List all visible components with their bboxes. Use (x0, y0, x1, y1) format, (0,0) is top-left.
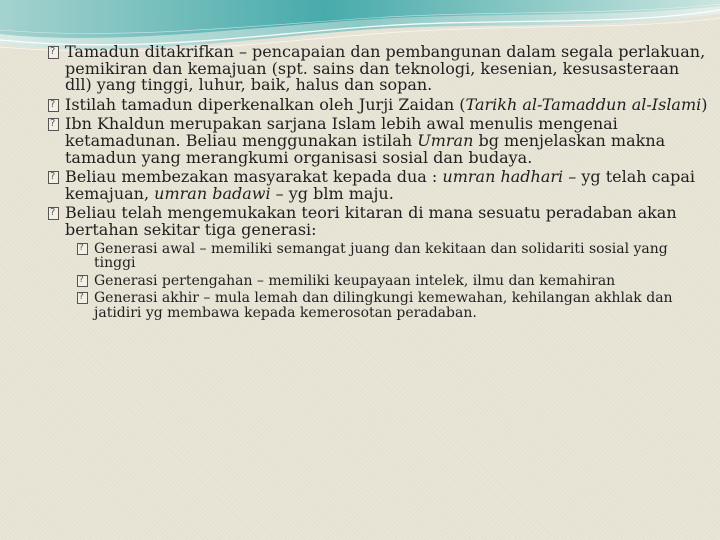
text-segment: Generasi pertengahan – memiliki keupayaan intelek, ilmu dan kemahiran (94, 272, 616, 289)
bullet-item (48, 116, 708, 166)
bullet-marker-icon (48, 46, 59, 59)
sub-bullet-item (77, 274, 708, 289)
bullet-text (65, 203, 677, 239)
bullet-marker-icon (48, 99, 59, 112)
bullet-marker-icon (48, 171, 59, 184)
bullet-text (65, 114, 665, 166)
bullet-item (48, 205, 708, 238)
text-segment: – yg blm maju. (270, 183, 394, 203)
bullet-marker-icon (77, 243, 88, 255)
italic-term: Umran (417, 130, 474, 150)
text-segment: Generasi akhir – mula lemah dan dilingkungi kemewahan, kehilangan akhlak dan jatidiri yg membawa kepada kemerosotan peradaban. (94, 290, 673, 321)
bullet-text (65, 95, 708, 114)
bullet-list (48, 44, 708, 239)
bullet-text (94, 241, 668, 272)
bullet-item (48, 94, 708, 114)
text-segment: Ibn Khaldun merupakan sarjana Islam lebih awal menulis mengenai ketamadunan. Beliau menggunakan istilah (65, 114, 618, 150)
italic-term: Tarikh al-Tamaddun al-Islami (465, 94, 702, 114)
text-segment: Beliau telah mengemukakan teori kitaran di mana sesuatu peradaban akan bertahan sekitar tiga generasi: (65, 203, 677, 239)
sub-bullet-item (77, 291, 708, 320)
text-segment: – yg telah capai kemajuan, (65, 167, 696, 203)
text-segment: Istilah tamadun diperkenalkan oleh Jurji Zaidan ( (65, 94, 466, 114)
italic-term: umran badawi (154, 183, 271, 203)
text-segment: bg menjelaskan makna tamadun yang merangkumi organisasi sosial dan budaya. (65, 130, 666, 167)
bullet-text (65, 167, 695, 203)
bullet-marker-icon (77, 275, 88, 287)
sub-bullet-item (77, 242, 708, 271)
bullet-text (65, 42, 705, 94)
bullet-item (48, 44, 708, 94)
bullet-marker-icon (48, 207, 59, 220)
slide-body (48, 44, 708, 323)
text-segment: ) (701, 94, 708, 114)
sub-bullet-list (77, 242, 708, 321)
italic-term: umran hadhari (442, 167, 564, 187)
bullet-text (94, 290, 673, 321)
bullet-marker-icon (77, 292, 88, 304)
bullet-text (94, 273, 615, 289)
bullet-marker-icon (48, 118, 59, 131)
bullet-item (48, 169, 708, 202)
text-segment: Tamadun ditakrifkan – pencapaian dan pembangunan dalam segala perlakuan, pemikiran dan kemajuan (spt. sains dan teknologi, kesenian, kesusasteraan dll) yang tinggi, luhur, baik, halus dan sopan. (65, 42, 706, 95)
text-segment: Generasi awal – memiliki semangat juang dan kekitaan dan solidariti sosial yang tinggi (94, 240, 668, 272)
text-segment: Beliau membezakan masyarakat kepada dua : (65, 167, 443, 187)
